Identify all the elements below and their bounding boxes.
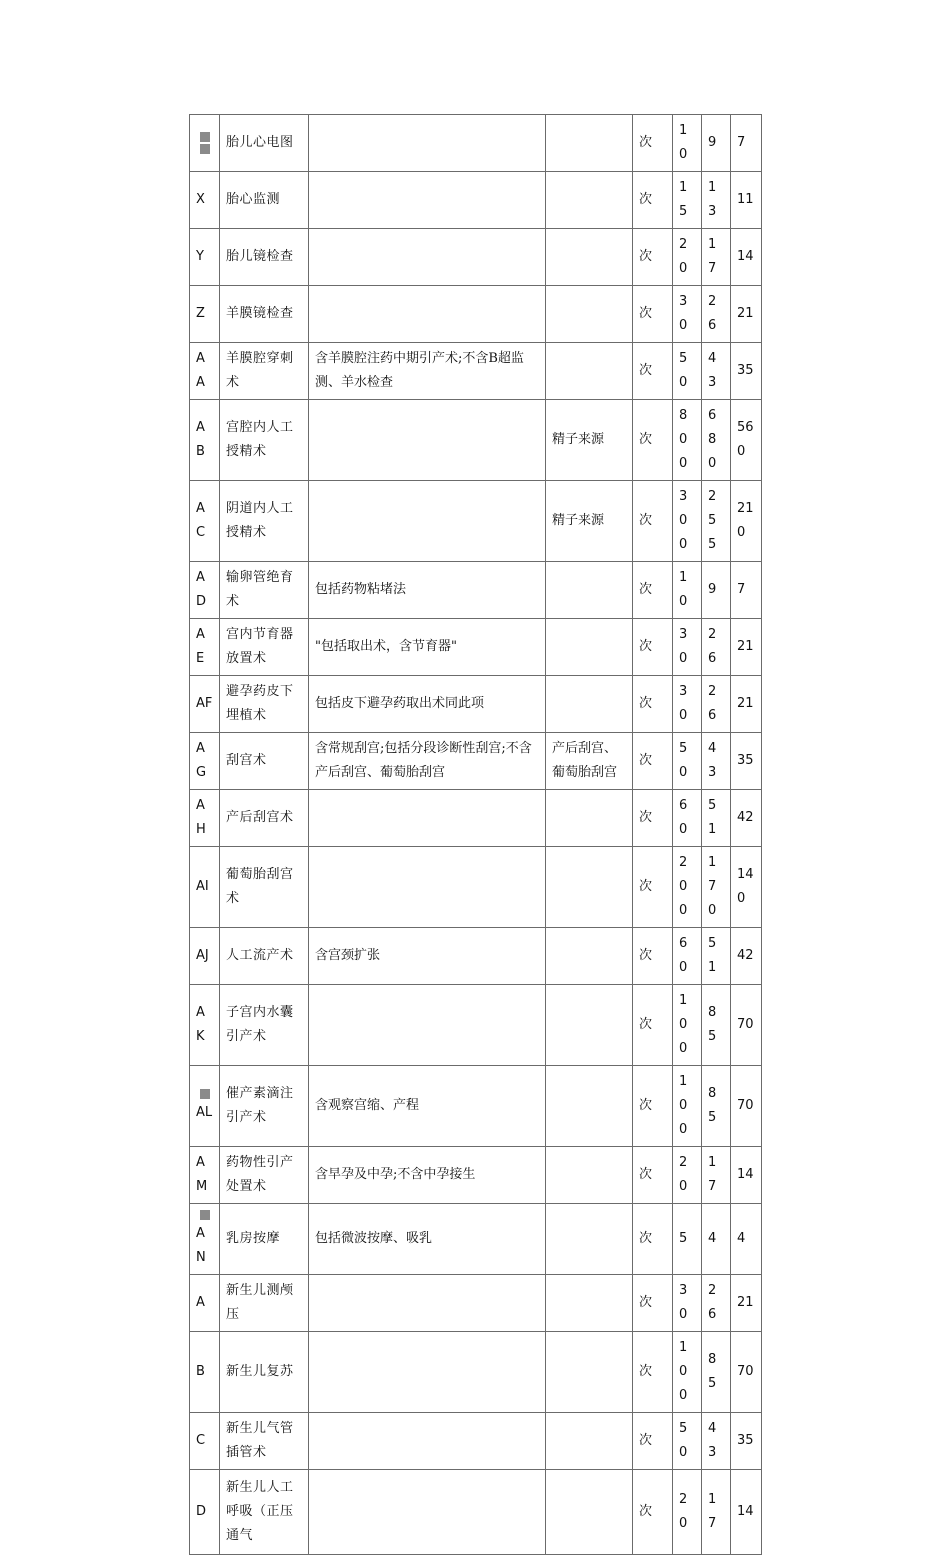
item-unit: 次 — [633, 1413, 673, 1470]
item-code-text: AG — [196, 741, 207, 780]
item-content: 含常规刮宫;包括分段诊断性刮宫;不含产后刮宫、葡萄胎刮宫 — [309, 733, 546, 790]
item-code-text: C — [196, 1433, 206, 1448]
price-level-3: 42 — [731, 790, 762, 847]
item-unit: 次 — [633, 928, 673, 985]
item-content — [309, 847, 546, 928]
item-exclusions — [546, 1147, 633, 1204]
table-row — [190, 985, 762, 1066]
item-exclusions — [546, 1204, 633, 1275]
item-name: 产后刮宫术 — [220, 790, 309, 847]
item-unit: 次 — [633, 1204, 673, 1275]
item-code — [190, 733, 220, 790]
item-exclusions — [546, 562, 633, 619]
item-exclusions — [546, 229, 633, 286]
price-level-2: 43 — [702, 1413, 731, 1470]
price-level-3: 21 — [731, 1275, 762, 1332]
price-level-3: 35 — [731, 343, 762, 400]
price-level-1: 30 — [673, 676, 702, 733]
item-unit: 次 — [633, 1275, 673, 1332]
item-code-text: AI — [196, 879, 209, 894]
table-row — [190, 619, 762, 676]
price-level-2: 26 — [702, 286, 731, 343]
table-row — [190, 172, 762, 229]
price-level-1: 300 — [673, 481, 702, 562]
price-level-2: 85 — [702, 1332, 731, 1413]
item-code — [190, 928, 220, 985]
item-content: 含羊膜腔注药中期引产术;不含B超监测、羊水检查 — [309, 343, 546, 400]
item-code-text: AF — [196, 696, 213, 711]
item-content — [309, 985, 546, 1066]
table-row — [190, 847, 762, 928]
item-unit: 次 — [633, 1147, 673, 1204]
item-code-text: X — [196, 192, 205, 207]
price-level-3: 42 — [731, 928, 762, 985]
item-name: 羊膜镜检查 — [220, 286, 309, 343]
price-level-2: 4 — [702, 1204, 731, 1275]
item-code — [190, 115, 220, 172]
item-unit: 次 — [633, 1332, 673, 1413]
item-code-text: AA — [196, 351, 205, 390]
item-name: 输卵管绝育术 — [220, 562, 309, 619]
price-level-2: 26 — [702, 1275, 731, 1332]
item-content — [309, 229, 546, 286]
price-level-3: 70 — [731, 1066, 762, 1147]
price-level-2: 17 — [702, 1470, 731, 1555]
item-code — [190, 172, 220, 229]
price-level-2: 85 — [702, 1066, 731, 1147]
price-level-1: 100 — [673, 985, 702, 1066]
price-level-2: 9 — [702, 562, 731, 619]
price-level-1: 20 — [673, 1470, 702, 1555]
price-level-3: 7 — [731, 115, 762, 172]
price-level-1: 50 — [673, 343, 702, 400]
price-level-3: 14 — [731, 229, 762, 286]
item-code-text: A — [196, 1295, 205, 1310]
item-code — [190, 1204, 220, 1275]
item-content: 含宫颈扩张 — [309, 928, 546, 985]
price-level-2: 13 — [702, 172, 731, 229]
item-unit: 次 — [633, 619, 673, 676]
item-content — [309, 172, 546, 229]
table-row — [190, 1147, 762, 1204]
item-content — [309, 115, 546, 172]
price-level-1: 800 — [673, 400, 702, 481]
item-code — [190, 1066, 220, 1147]
item-unit: 次 — [633, 115, 673, 172]
item-code — [190, 481, 220, 562]
item-content: 包括皮下避孕药取出术同此项 — [309, 676, 546, 733]
item-name: 胎儿镜检查 — [220, 229, 309, 286]
item-code — [190, 985, 220, 1066]
item-code — [190, 1470, 220, 1555]
price-level-1: 30 — [673, 286, 702, 343]
item-code — [190, 1275, 220, 1332]
item-exclusions: 精子来源 — [546, 481, 633, 562]
item-name: 新生儿人工呼吸（正压通气 — [220, 1470, 309, 1555]
price-level-3: 14 — [731, 1147, 762, 1204]
item-exclusions — [546, 1066, 633, 1147]
item-unit: 次 — [633, 985, 673, 1066]
price-level-3: 21 — [731, 619, 762, 676]
price-level-1: 20 — [673, 1147, 702, 1204]
fee-schedule-page — [189, 114, 761, 1555]
price-level-1: 30 — [673, 1275, 702, 1332]
item-exclusions — [546, 343, 633, 400]
item-name: 新生儿测颅压 — [220, 1275, 309, 1332]
price-level-3: 11 — [731, 172, 762, 229]
item-code-text: AM — [196, 1155, 208, 1194]
item-name: 人工流产术 — [220, 928, 309, 985]
price-level-3: 21 — [731, 286, 762, 343]
square-marker-icon — [200, 132, 210, 142]
item-code-text: AB — [196, 420, 205, 459]
price-level-3: 70 — [731, 1332, 762, 1413]
item-code-text: D — [196, 1504, 207, 1519]
item-exclusions — [546, 172, 633, 229]
table-row — [190, 229, 762, 286]
price-level-2: 680 — [702, 400, 731, 481]
item-unit: 次 — [633, 343, 673, 400]
price-level-2: 17 — [702, 229, 731, 286]
item-content: 包括微波按摩、吸乳 — [309, 1204, 546, 1275]
item-code — [190, 847, 220, 928]
item-code-text: AC — [196, 501, 206, 540]
item-unit: 次 — [633, 286, 673, 343]
table-row — [190, 1066, 762, 1147]
table-row — [190, 790, 762, 847]
item-code-text: AD — [196, 570, 207, 609]
price-level-1: 15 — [673, 172, 702, 229]
table-row — [190, 400, 762, 481]
price-level-1: 20 — [673, 229, 702, 286]
fee-table-body — [190, 115, 762, 1555]
price-level-1: 10 — [673, 115, 702, 172]
price-level-3: 140 — [731, 847, 762, 928]
item-unit: 次 — [633, 562, 673, 619]
item-code-text: Z — [196, 306, 205, 321]
item-exclusions — [546, 1470, 633, 1555]
item-code — [190, 400, 220, 481]
item-code-text: AL — [196, 1105, 213, 1120]
table-row — [190, 928, 762, 985]
price-level-1: 50 — [673, 1413, 702, 1470]
item-exclusions — [546, 790, 633, 847]
item-exclusions — [546, 1413, 633, 1470]
item-unit: 次 — [633, 1066, 673, 1147]
price-level-3: 7 — [731, 562, 762, 619]
item-code — [190, 229, 220, 286]
item-name: 药物性引产处置术 — [220, 1147, 309, 1204]
price-level-1: 100 — [673, 1332, 702, 1413]
price-level-2: 170 — [702, 847, 731, 928]
item-name: 胎心监测 — [220, 172, 309, 229]
price-level-3: 35 — [731, 733, 762, 790]
item-name: 胎儿心电图 — [220, 115, 309, 172]
item-name: 子宫内水囊引产术 — [220, 985, 309, 1066]
item-exclusions — [546, 619, 633, 676]
item-name: 催产素滴注引产术 — [220, 1066, 309, 1147]
item-code-text: AJ — [196, 948, 209, 963]
item-exclusions: 产后刮宫、葡萄胎刮宫 — [546, 733, 633, 790]
item-unit: 次 — [633, 481, 673, 562]
item-exclusions — [546, 847, 633, 928]
item-unit: 次 — [633, 1470, 673, 1555]
price-level-3: 35 — [731, 1413, 762, 1470]
item-unit: 次 — [633, 676, 673, 733]
item-exclusions — [546, 676, 633, 733]
table-row — [190, 115, 762, 172]
item-name: 乳房按摩 — [220, 1204, 309, 1275]
table-row — [190, 676, 762, 733]
item-name: 葡萄胎刮宫术 — [220, 847, 309, 928]
item-code — [190, 343, 220, 400]
price-level-2: 85 — [702, 985, 731, 1066]
item-content — [309, 481, 546, 562]
item-code — [190, 676, 220, 733]
price-level-3: 21 — [731, 676, 762, 733]
item-name: 新生儿复苏 — [220, 1332, 309, 1413]
item-name: 避孕药皮下埋植术 — [220, 676, 309, 733]
price-level-1: 30 — [673, 619, 702, 676]
item-name: 宫内节育器放置术 — [220, 619, 309, 676]
table-row — [190, 1275, 762, 1332]
item-name: 新生儿气管插管术 — [220, 1413, 309, 1470]
item-unit: 次 — [633, 172, 673, 229]
item-code-text: AN — [196, 1226, 206, 1265]
price-level-1: 50 — [673, 733, 702, 790]
price-level-1: 200 — [673, 847, 702, 928]
item-content — [309, 286, 546, 343]
table-row — [190, 1204, 762, 1275]
price-level-2: 43 — [702, 343, 731, 400]
item-unit: 次 — [633, 400, 673, 481]
item-exclusions — [546, 928, 633, 985]
item-exclusions — [546, 985, 633, 1066]
item-content: "包括取出术，含节育器" — [309, 619, 546, 676]
price-level-1: 60 — [673, 928, 702, 985]
price-level-2: 51 — [702, 790, 731, 847]
price-level-2: 26 — [702, 676, 731, 733]
item-content — [309, 400, 546, 481]
item-code-text: AK — [196, 1005, 205, 1044]
item-exclusions — [546, 286, 633, 343]
item-name: 宫腔内人工授精术 — [220, 400, 309, 481]
item-code — [190, 619, 220, 676]
price-level-3: 210 — [731, 481, 762, 562]
square-marker-icon — [200, 144, 210, 154]
item-content: 含观察宫缩、产程 — [309, 1066, 546, 1147]
item-content — [309, 790, 546, 847]
item-name: 刮宫术 — [220, 733, 309, 790]
table-row — [190, 286, 762, 343]
item-content — [309, 1413, 546, 1470]
price-level-2: 51 — [702, 928, 731, 985]
item-code-text: AE — [196, 627, 205, 666]
item-name: 羊膜腔穿刺术 — [220, 343, 309, 400]
table-row — [190, 562, 762, 619]
item-exclusions — [546, 115, 633, 172]
square-marker-icon — [200, 1089, 210, 1099]
price-level-3: 560 — [731, 400, 762, 481]
square-marker-icon — [200, 1210, 210, 1220]
table-row — [190, 481, 762, 562]
price-level-1: 60 — [673, 790, 702, 847]
item-unit: 次 — [633, 733, 673, 790]
item-exclusions — [546, 1275, 633, 1332]
item-content: 包括药物粘堵法 — [309, 562, 546, 619]
item-content: 含早孕及中孕;不含中孕接生 — [309, 1147, 546, 1204]
item-code — [190, 1147, 220, 1204]
price-level-1: 100 — [673, 1066, 702, 1147]
price-level-3: 4 — [731, 1204, 762, 1275]
item-code — [190, 286, 220, 343]
price-level-2: 26 — [702, 619, 731, 676]
price-level-2: 255 — [702, 481, 731, 562]
price-level-3: 14 — [731, 1470, 762, 1555]
table-row — [190, 1470, 762, 1555]
item-name: 阴道内人工授精术 — [220, 481, 309, 562]
item-code-text: Y — [196, 249, 204, 264]
item-unit: 次 — [633, 229, 673, 286]
price-level-1: 5 — [673, 1204, 702, 1275]
item-code — [190, 562, 220, 619]
item-content — [309, 1275, 546, 1332]
table-row — [190, 733, 762, 790]
item-content — [309, 1470, 546, 1555]
table-row — [190, 1413, 762, 1470]
price-level-1: 10 — [673, 562, 702, 619]
item-code-text: B — [196, 1364, 205, 1379]
price-level-2: 9 — [702, 115, 731, 172]
item-unit: 次 — [633, 790, 673, 847]
item-code — [190, 790, 220, 847]
table-row — [190, 343, 762, 400]
item-code — [190, 1413, 220, 1470]
price-level-3: 70 — [731, 985, 762, 1066]
price-level-2: 43 — [702, 733, 731, 790]
item-code-text: AH — [196, 798, 206, 837]
item-unit: 次 — [633, 847, 673, 928]
item-exclusions: 精子来源 — [546, 400, 633, 481]
price-level-2: 17 — [702, 1147, 731, 1204]
fee-table — [189, 114, 762, 1555]
